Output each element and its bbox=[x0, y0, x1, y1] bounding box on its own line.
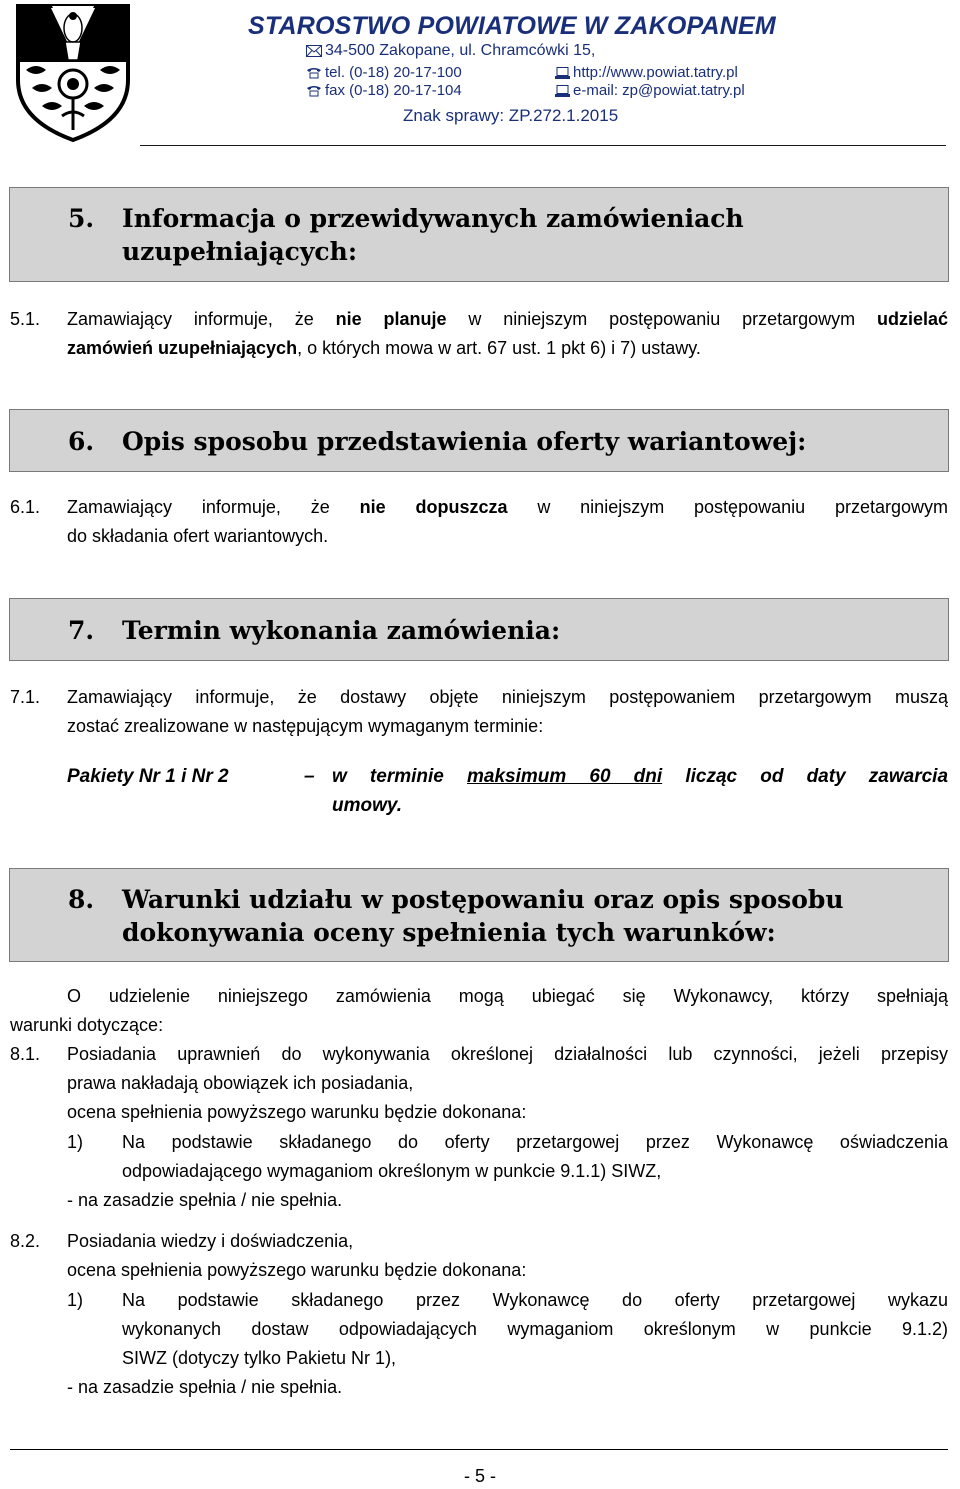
item-6-1-line-2: do składania ofert wariantowych. bbox=[67, 526, 329, 546]
item-6-1-line-1 bbox=[67, 493, 948, 522]
term-dash: – bbox=[304, 766, 315, 787]
bold-run: nie planuje bbox=[335, 309, 447, 329]
term-line-1 bbox=[332, 762, 948, 791]
item-5-1-line-2 bbox=[67, 334, 948, 363]
term-label: Pakiety Nr 1 i Nr 2 bbox=[67, 766, 229, 787]
address-line bbox=[306, 42, 595, 60]
item-number: 7.1. bbox=[10, 687, 41, 707]
telephone-icon bbox=[306, 67, 322, 79]
section-title-line: Warunki udziału w postępowaniu oraz opis sposobu bbox=[122, 885, 844, 914]
section-number: 5. bbox=[68, 204, 95, 233]
email-link[interactable]: e-mail: zp@powiat.tatry.pl bbox=[573, 82, 745, 99]
sub-item-number: 1) bbox=[67, 1132, 84, 1152]
item-7-1-line-2: zostać zrealizowane w następującym wymaganym terminie: bbox=[67, 716, 544, 736]
item-8-2-basis: - na zasadzie spełnia / nie spełnia. bbox=[67, 1377, 343, 1397]
section-number: 7. bbox=[68, 616, 95, 645]
item-8-1-sub-line-1: Na podstawie składanego do oferty przetargowej przez Wykonawcę oświadczenia bbox=[122, 1132, 948, 1152]
telephone-icon bbox=[306, 85, 322, 97]
website-link[interactable]: http://www.powiat.tatry.pl bbox=[573, 64, 738, 81]
envelope-icon bbox=[306, 45, 322, 57]
item-8-2-line-2: ocena spełnienia powyższego warunku będzie dokonana: bbox=[67, 1260, 527, 1280]
text-run: Zamawiający informuje, że bbox=[67, 309, 336, 329]
item-8-2-line-1: Posiadania wiedzy i doświadczenia, bbox=[67, 1231, 354, 1251]
header-divider bbox=[140, 145, 946, 146]
item-8-1-line-2: prawa nakładają obowiązek ich posiadania, bbox=[67, 1073, 414, 1093]
underlined-run: maksimum 60 dni bbox=[466, 766, 663, 787]
item-5-1-line-1 bbox=[67, 305, 948, 334]
section-title bbox=[122, 202, 932, 268]
item-8-2-sub-line-2: wykonanych dostaw odpowiadających wymaganiom określonym w punkcie 9.1.2) bbox=[122, 1319, 948, 1339]
computer-icon bbox=[555, 85, 570, 97]
item-number: 8.2. bbox=[10, 1231, 41, 1251]
text-run: Zamawiający informuje, że bbox=[67, 497, 360, 517]
case-reference: Znak sprawy: ZP.272.1.2015 bbox=[403, 106, 619, 125]
section-title-line: dokonywania oceny spełnienia tych warunków: bbox=[122, 918, 776, 947]
section-title-line: uzupełniających: bbox=[122, 237, 358, 266]
computer-icon bbox=[555, 67, 570, 79]
item-8-1-line-1: Posiadania uprawnień do wykonywania określonej działalności lub czynności, jeżeli przepisy bbox=[67, 1044, 948, 1064]
term-line-2: umowy. bbox=[332, 795, 403, 816]
section-title: Termin wykonania zamówienia: bbox=[122, 616, 561, 645]
phone-line bbox=[306, 64, 462, 81]
item-8-1-line-3: ocena spełnienia powyższego warunku będzie dokonana: bbox=[67, 1102, 527, 1122]
email-line[interactable] bbox=[555, 82, 745, 99]
item-number: 6.1. bbox=[10, 497, 41, 517]
item-8-2-sub-line-1: Na podstawie składanego przez Wykonawcę do oferty przetargowej wykazu bbox=[122, 1290, 948, 1310]
item-number: 5.1. bbox=[10, 309, 41, 329]
section-number: 8. bbox=[68, 885, 95, 914]
fax-text: fax (0-18) 20-17-104 bbox=[325, 82, 462, 99]
text-run: w terminie bbox=[332, 766, 467, 787]
item-7-1-line-1: Zamawiający informuje, że dostawy objęte niniejszym postępowaniem przetargowym muszą bbox=[67, 687, 948, 707]
item-8-1-basis: - na zasadzie spełnia / nie spełnia. bbox=[67, 1190, 343, 1210]
section-number: 6. bbox=[68, 427, 95, 456]
section-title: Opis sposobu przedstawienia oferty wariantowej: bbox=[122, 427, 807, 456]
section-8-intro-line-1: O udzielenie niniejszego zamówienia mogą ubiegać się Wykonawcy, którzy spełniają bbox=[67, 986, 948, 1006]
section-5-heading-box bbox=[9, 187, 949, 282]
text-run: w niniejszym postępowaniu przetargowym bbox=[446, 309, 877, 329]
section-title bbox=[122, 883, 932, 949]
section-8-heading-box bbox=[9, 868, 949, 962]
page-number: - 5 - bbox=[463, 1466, 496, 1486]
item-number: 8.1. bbox=[10, 1044, 41, 1064]
section-title-line: Informacja o przewidywanych zamówieniach bbox=[122, 204, 744, 233]
section-6-heading-box bbox=[9, 409, 949, 472]
item-8-2-sub-line-3: SIWZ (dotyczy tylko Pakietu Nr 1), bbox=[122, 1348, 397, 1368]
section-8-intro-line-2: warunki dotyczące: bbox=[10, 1015, 164, 1035]
web-line[interactable] bbox=[555, 64, 738, 81]
bold-run: nie dopuszcza bbox=[359, 497, 508, 517]
address-text: 34-500 Zakopane, ul. Chramcówki 15, bbox=[325, 42, 596, 59]
coat-of-arms-logo bbox=[12, 2, 134, 142]
text-run: licząc od daty zawarcia bbox=[662, 766, 949, 787]
text-run: , o których mowa w art. 67 ust. 1 pkt 6) i 7) ustawy. bbox=[297, 338, 701, 358]
text-run: w niniejszym postępowaniu przetargowym bbox=[507, 497, 948, 517]
item-8-1-sub-line-2: odpowiadającego wymaganiom określonym w punkcie 9.1.1) SIWZ, bbox=[122, 1161, 662, 1181]
footer-divider bbox=[10, 1449, 948, 1450]
section-7-heading-box bbox=[9, 598, 949, 661]
sub-item-number: 1) bbox=[67, 1290, 84, 1310]
office-name: STAROSTWO POWIATOWE W ZAKOPANEM bbox=[248, 12, 776, 40]
bold-run: zamówień uzupełniających bbox=[67, 338, 298, 358]
fax-line bbox=[306, 82, 462, 99]
bold-run: udzielać bbox=[876, 309, 948, 329]
phone-text: tel. (0-18) 20-17-100 bbox=[325, 64, 462, 81]
